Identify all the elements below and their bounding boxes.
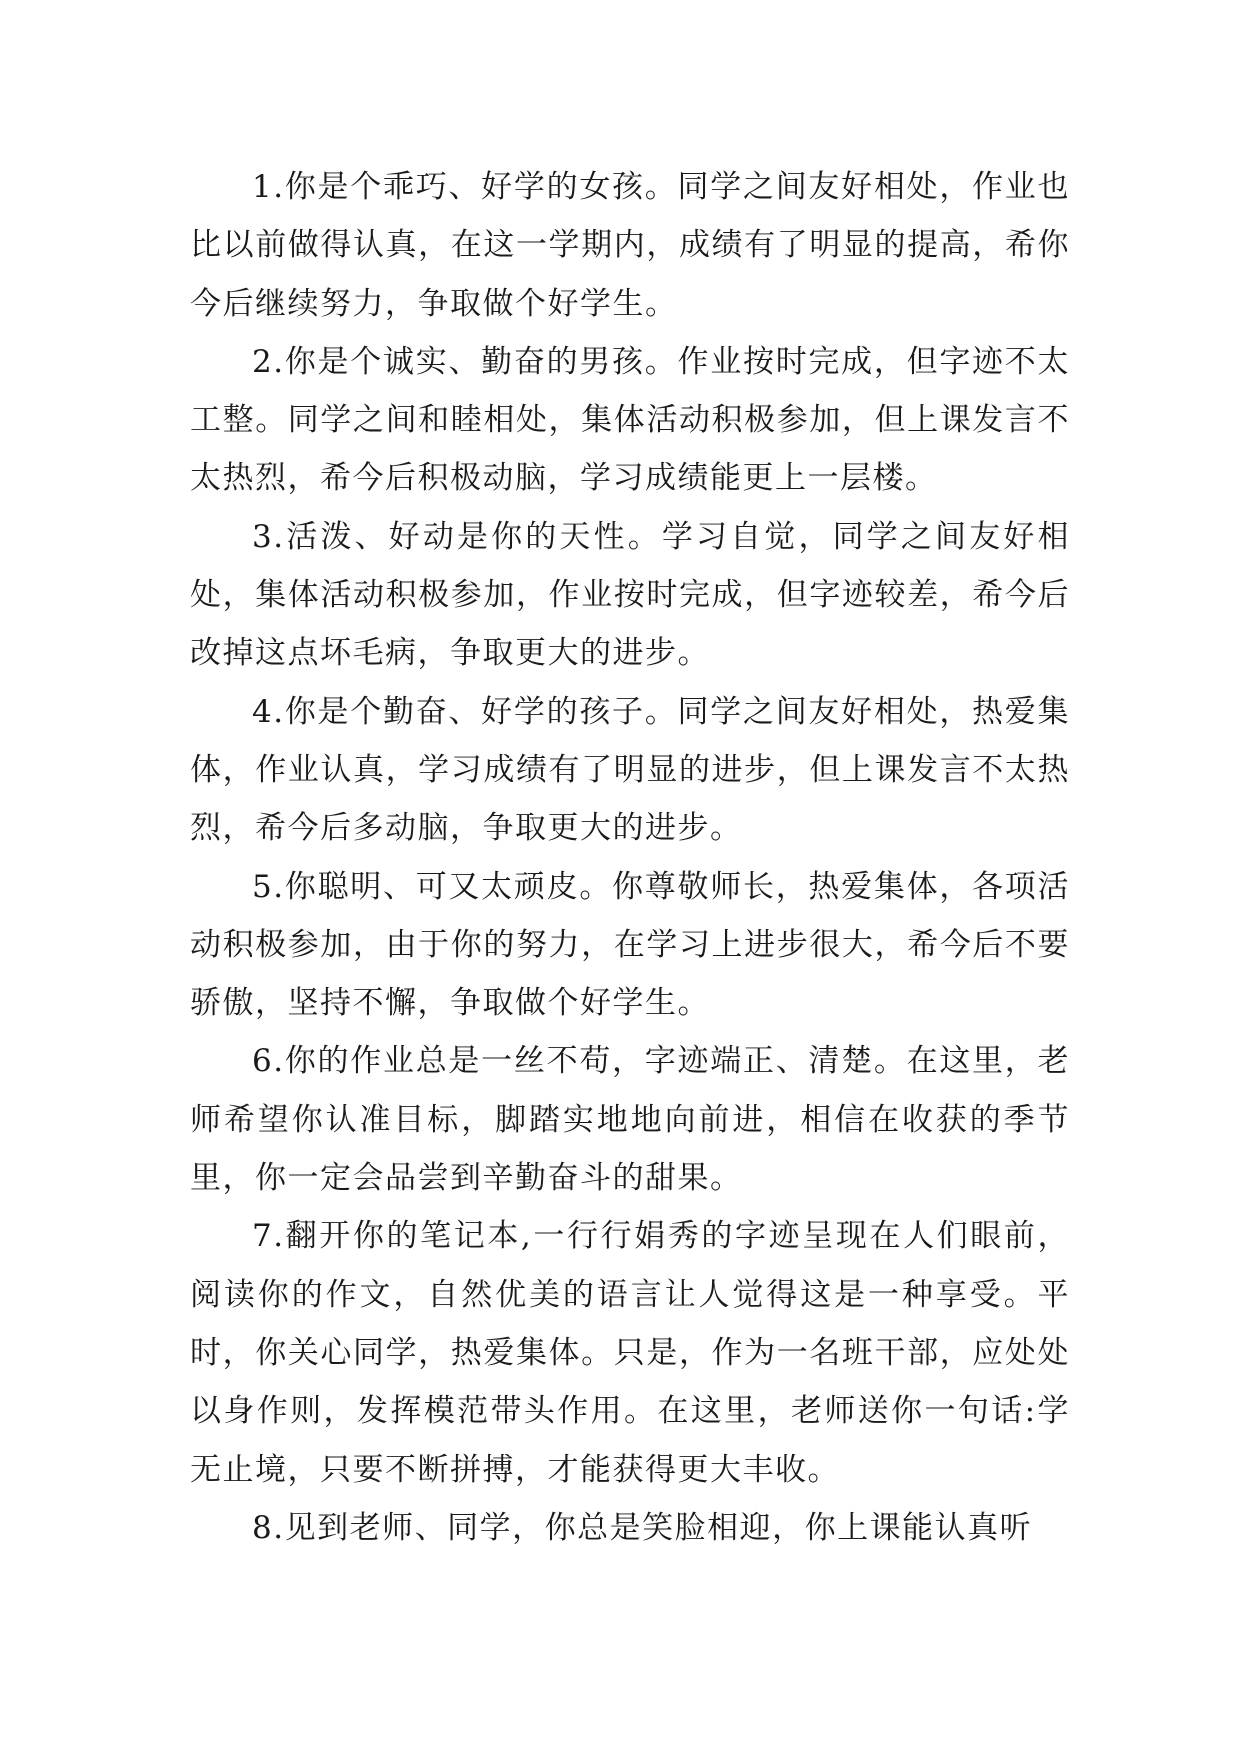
paragraph-8: 8.见到老师、同学，你总是笑脸相迎，你上课能认真听 <box>252 1509 1033 1546</box>
paragraph-5: 5.你聪明、可又太顽皮。你尊敬师长，热爱集体，各项活动积极参加，由于你的努力，在学习上进步很大，希今后不要骄傲，坚持不懈，争取做个好学生。 <box>190 868 1070 1022</box>
document-body <box>190 158 1070 1557</box>
paragraph-7: 7.翻开你的笔记本,一行行娟秀的字迹呈现在人们眼前，阅读你的作文，自然优美的语言让人觉得这是一种享受。平时，你关心同学，热爱集体。只是，作为一名班干部，应处处以身作则，发挥模范带头作用。在这里，老师送你一句话:学无止境，只要不断拼搏，才能获得更大丰收。 <box>190 1218 1070 1488</box>
paragraph-6: 6.你的作业总是一丝不苟，字迹端正、清楚。在这里，老师希望你认准目标，脚踏实地地向前进，相信在收获的季节里，你一定会品尝到辛勤奋斗的甜果。 <box>190 1043 1070 1197</box>
paragraph-3: 3.活泼、好动是你的天性。学习自觉，同学之间友好相处，集体活动积极参加，作业按时完成，但字迹较差，希今后改掉这点坏毛病，争取更大的进步。 <box>190 518 1070 672</box>
paragraph-1: 1.你是个乖巧、好学的女孩。同学之间友好相处，作业也比以前做得认真，在这一学期内，成绩有了明显的提高，希你今后继续努力，争取做个好学生。 <box>190 169 1070 322</box>
paragraph-2: 2.你是个诚实、勤奋的男孩。作业按时完成，但字迹不太工整。同学之间和睦相处，集体活动积极参加，但上课发言不太热烈，希今后积极动脑，学习成绩能更上一层楼。 <box>190 343 1070 497</box>
paragraph-4: 4.你是个勤奋、好学的孩子。同学之间友好相处，热爱集体，作业认真，学习成绩有了明显的进步，但上课发言不太热烈，希今后多动脑，争取更大的进步。 <box>190 693 1070 847</box>
